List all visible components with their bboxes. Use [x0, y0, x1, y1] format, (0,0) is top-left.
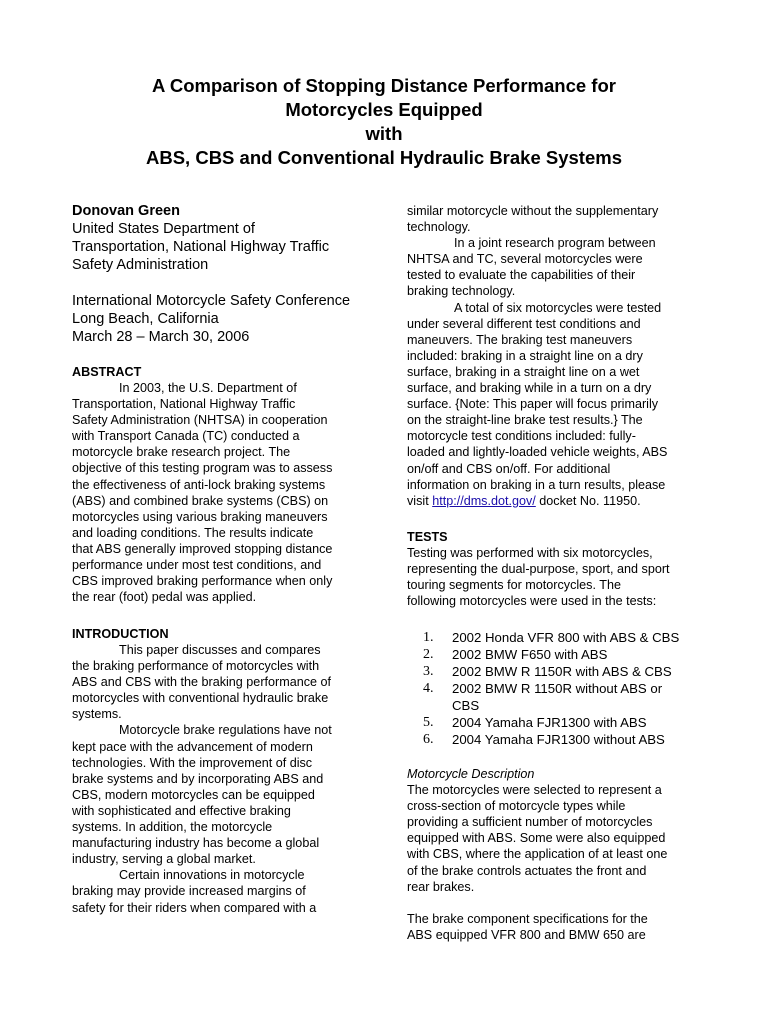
author-affiliation: Safety Administration [72, 257, 209, 273]
body-line: on the straight-line brake test results.} The [407, 413, 643, 428]
abstract-heading: ABSTRACT [72, 365, 142, 379]
tests-line: following motorcycles were used in the tests: [407, 594, 657, 609]
abstract-line: In 2003, the U.S. Department of [119, 381, 297, 395]
conference-line: International Motorcycle Safety Conference [72, 293, 351, 309]
conference-line: Long Beach, California [72, 311, 219, 327]
conference-block [72, 292, 372, 346]
body-line: visit http://dms.dot.gov/ docket No. 11950. [407, 493, 641, 508]
intro-line: brake systems and by incorporating ABS and [72, 771, 324, 786]
body-line: NHTSA and TC, several motorcycles were [407, 252, 643, 267]
abstract-line: (ABS) and combined brake systems (CBS) on [72, 493, 329, 508]
desc-line: of the brake controls actuates the front and [407, 863, 647, 878]
abstract-line: the rear (foot) pedal was applied. [72, 590, 257, 605]
tests-section [407, 529, 707, 609]
intro-line: Motorcycle brake regulations have not [119, 723, 332, 738]
title-line: Motorcycles Equipped [285, 99, 483, 120]
introduction-section [72, 626, 372, 916]
desc-line: ABS equipped VFR 800 and BMW 650 are [407, 927, 646, 942]
intro-line: systems. In addition, the motorcycle [72, 820, 273, 835]
intro-line: systems. [72, 707, 122, 722]
author-affiliation: Transportation, National Highway Traffic [72, 239, 330, 255]
introduction-heading: INTRODUCTION [72, 627, 169, 641]
list-item: 5. 2004 Yamaha FJR1300 with ABS [423, 715, 647, 730]
desc-line: The brake component specifications for the [407, 911, 648, 926]
abstract-line: Safety Administration (NHTSA) in cooperation [72, 413, 328, 428]
author-block [72, 202, 372, 274]
intro-continued [407, 203, 707, 509]
intro-line: manufacturing industry has become a global [72, 836, 320, 851]
abstract-line: with Transport Canada (TC) conducted a [72, 429, 300, 444]
body-line: maneuvers. The braking test maneuvers [407, 332, 633, 347]
abstract-line: Transportation, National Highway Traffic [72, 397, 296, 412]
intro-line: motorcycles with conventional hydraulic brake [72, 691, 329, 706]
tests-heading: TESTS [407, 530, 448, 544]
abstract-line: the effectiveness of anti-lock braking systems [72, 477, 326, 492]
body-line: technology. [407, 220, 471, 235]
body-line: surface, braking in a straight line on a wet [407, 364, 640, 379]
body-line: under several different test conditions and [407, 316, 641, 331]
docket-link[interactable]: http://dms.dot.gov/ [432, 493, 536, 508]
list-item: 3. 2002 BMW R 1150R with ABS & CBS [423, 664, 672, 679]
body-line: surface, and braking while in a turn on a dry [407, 381, 652, 396]
abstract-line: objective of this testing program was to assess [72, 461, 333, 476]
tests-line: touring segments for motorcycles. The [407, 578, 621, 593]
desc-line: cross-section of motorcycle types while [407, 799, 626, 814]
body-line: on/off and CBS on/off. For additional [407, 461, 611, 476]
desc-line: with CBS, where the application of at least one [407, 847, 668, 862]
intro-line: Certain innovations in motorcycle [119, 868, 305, 883]
intro-line: braking may provide increased margins of [72, 884, 306, 899]
intro-line: ABS and CBS with the braking performance of [72, 675, 332, 690]
body-line: similar motorcycle without the supplementary [407, 204, 659, 218]
desc-line: rear brakes. [407, 879, 475, 894]
title-line: A Comparison of Stopping Distance Performance for [152, 75, 616, 96]
body-line: A total of six motorcycles were tested [454, 300, 662, 315]
subsection-heading: Motorcycle Description [407, 767, 535, 781]
motorcycle-list [423, 629, 713, 748]
abstract-section [72, 364, 372, 605]
body-line: In a joint research program between [454, 236, 656, 251]
body-line: information on braking in a turn results, please [407, 477, 666, 492]
intro-line: kept pace with the advancement of modern [72, 739, 313, 754]
abstract-line: motorcycle brake research project. The [72, 445, 291, 460]
list-item: 1. 2002 Honda VFR 800 with ABS & CBS [423, 630, 680, 645]
body-line: surface. {Note: This paper will focus primarily [407, 397, 659, 412]
desc-line: equipped with ABS. Some were also equipped [407, 831, 666, 846]
conference-line: March 28 – March 30, 2006 [72, 329, 250, 345]
list-item: 2. 2002 BMW F650 with ABS [423, 647, 608, 662]
desc-line: The motorcycles were selected to represent a [407, 783, 662, 798]
author-affiliation: United States Department of [72, 221, 255, 237]
abstract-line: CBS improved braking performance when only [72, 574, 333, 589]
intro-line: safety for their riders when compared with a [72, 900, 317, 915]
list-item: 6. 2004 Yamaha FJR1300 without ABS [423, 732, 665, 747]
tests-line: Testing was performed with six motorcycles, [407, 546, 653, 560]
abstract-line: that ABS generally improved stopping distance [72, 541, 333, 556]
abstract-line: performance under most test conditions, and [72, 558, 322, 573]
body-line: loaded and lightly-loaded vehicle weights, ABS [407, 445, 668, 460]
intro-line: with sophisticated and effective braking [72, 803, 291, 818]
body-line: braking technology. [407, 284, 516, 299]
desc-line: providing a sufficient number of motorcycles [407, 815, 653, 830]
intro-line: technologies. With the improvement of disc [72, 755, 313, 770]
author-name: Donovan Green [72, 203, 180, 219]
body-line: tested to evaluate the capabilities of their [407, 268, 636, 283]
intro-line: industry, serving a global market. [72, 852, 256, 867]
body-line: motorcycle test conditions included: fully- [407, 429, 636, 444]
motorcycle-description-section [407, 766, 707, 943]
tests-line: representing the dual-purpose, sport, and sport [407, 562, 670, 577]
intro-line: the braking performance of motorcycles with [72, 659, 320, 674]
abstract-line: and loading conditions. The results indicate [72, 525, 314, 540]
title-line: ABS, CBS and Conventional Hydraulic Brake Systems [146, 147, 622, 168]
abstract-line: motorcycles using various braking maneuvers [72, 509, 328, 524]
body-line: included: braking in a straight line on a dry [407, 348, 643, 363]
paper-title [0, 74, 768, 170]
title-line: with [365, 123, 403, 144]
intro-line: This paper discusses and compares [119, 643, 321, 657]
intro-line: CBS, modern motorcycles can be equipped [72, 787, 315, 802]
list-item: 4. 2002 BMW R 1150R without ABS or CBS [423, 681, 663, 713]
